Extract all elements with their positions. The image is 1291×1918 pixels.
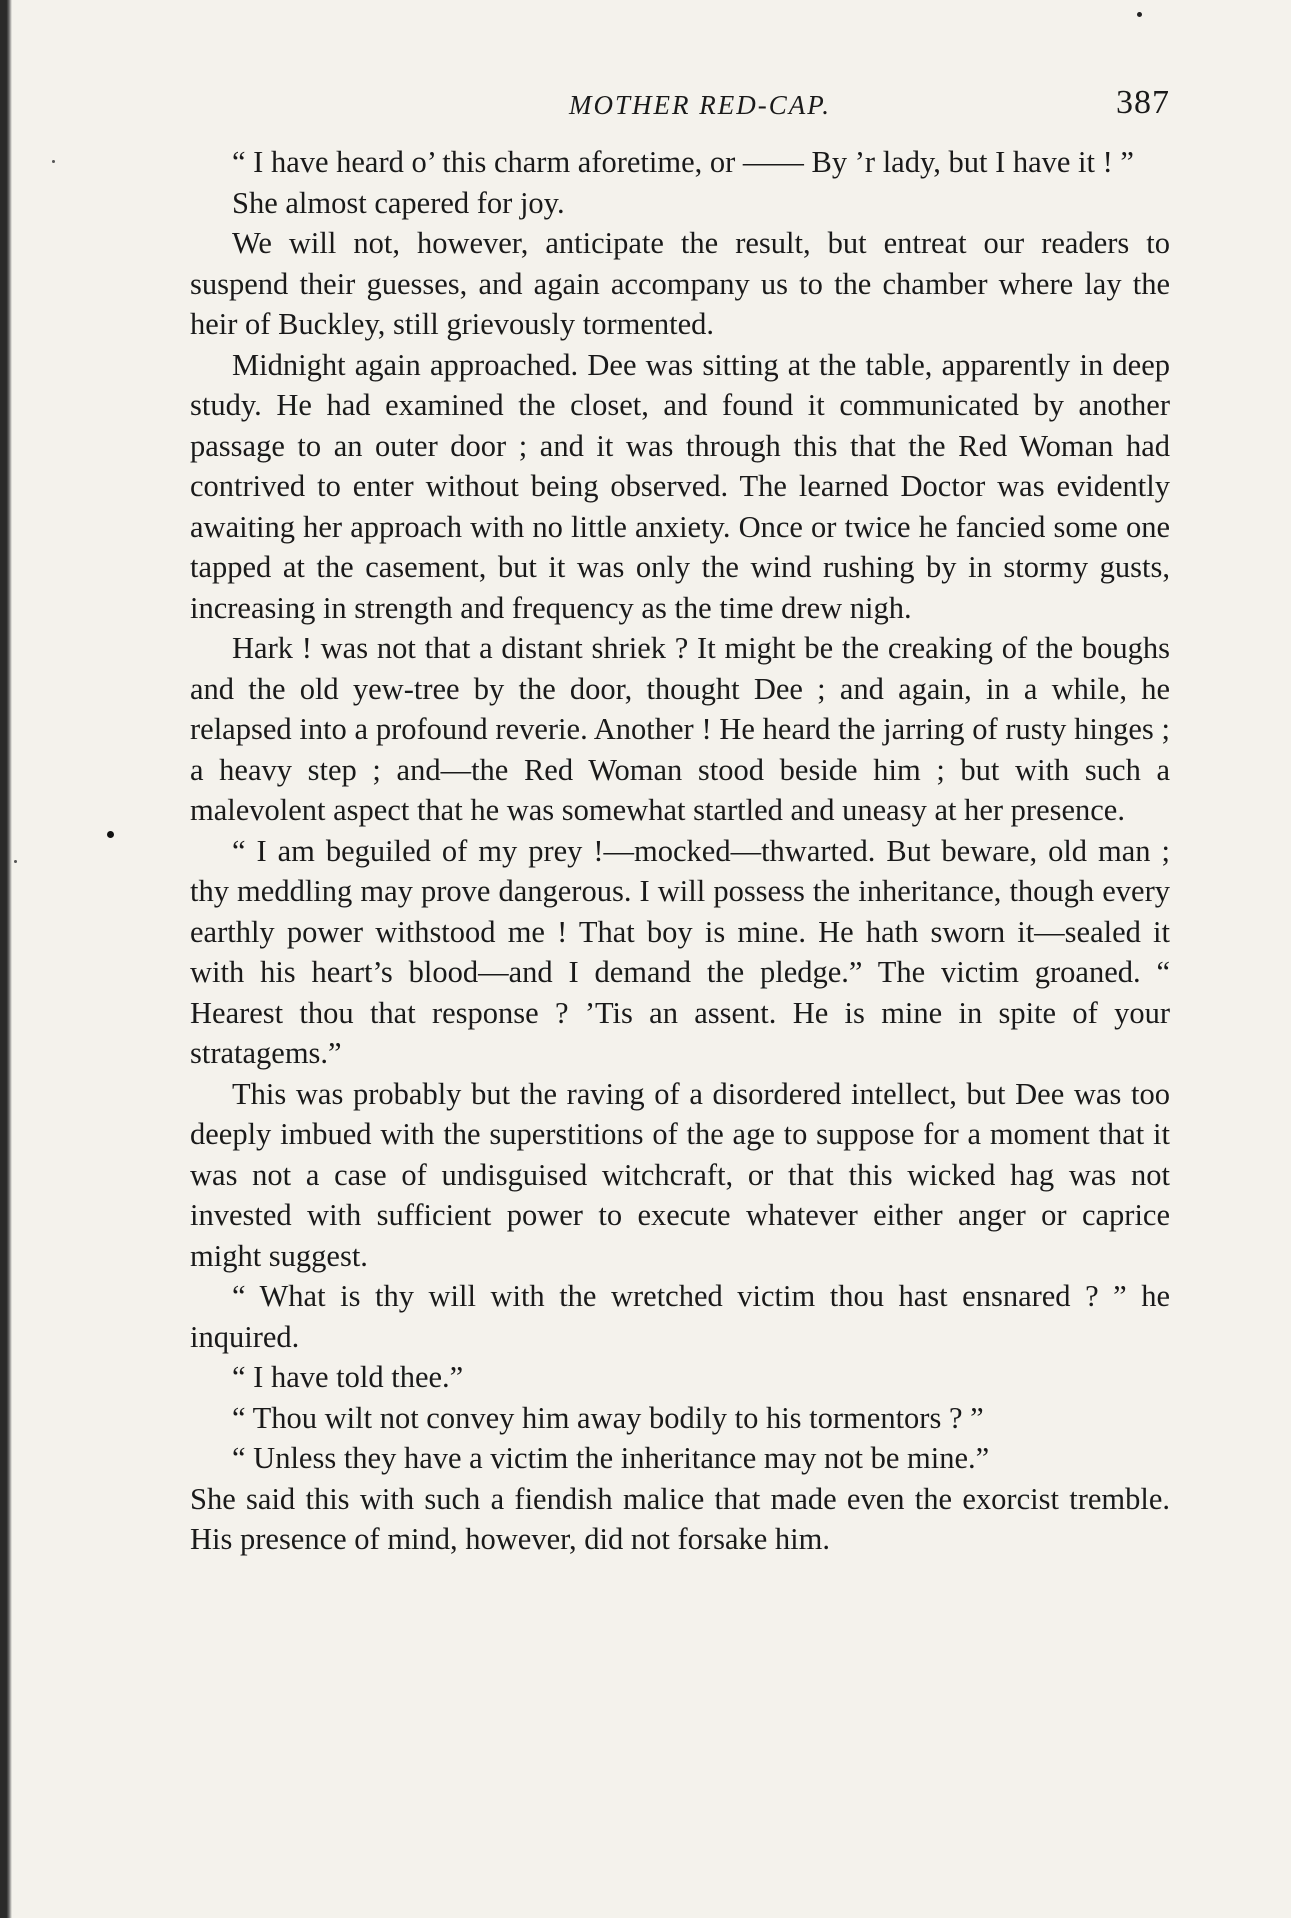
paragraph: Midnight again approached. Dee was sitting at the table, apparently in deep study. He had examined the closet, and found it communicated by another passage to an outer door ; and it was through this that the Red Woman had contrived to enter without being observed. The learned Doctor was evidently awaiting her approach with no little anxiety. Once or twice he fancied some one tapped at the casement, but it was only the wind rushing by in stormy gusts, increasing in strength and frequency as the time drew nigh.: [190, 347, 1170, 625]
paragraph: She said this with such a fiendish malice that made even the exorcist tremble. His presence of mind, however, did not forsake him.: [190, 1481, 1170, 1556]
body-text: [190, 142, 1170, 1560]
paragraph: “ Thou wilt not convey him away bodily to his tormentors ? ”: [232, 1400, 984, 1435]
paragraph: This was probably but the raving of a disordered intellect, but Dee was too deeply imbued with the superstitions of the age to suppose for a moment that it was not a case of undisguised witchcraft, or that this wicked hag was not invested with sufficient power to execute whatever either anger or caprice might suggest.: [190, 1076, 1170, 1273]
book-page: [190, 80, 1170, 1560]
paragraph: “ I have told thee.”: [232, 1360, 464, 1394]
paragraph: She almost capered for joy.: [232, 185, 565, 220]
paragraph: “ What is thy will with the wretched victim thou hast ensnared ? ” he inquired.: [190, 1279, 1170, 1354]
running-title: MOTHER RED-CAP.: [569, 90, 831, 120]
scan-speck: [14, 860, 17, 863]
paragraph: We will not, however, anticipate the result, but entreat our readers to suspend their guesses, and again accompany us to the chamber where lay the heir of Buckley, still grievously tormented.: [190, 226, 1170, 341]
paragraph: Hark ! was not that a distant shriek ? It might be the creaking of the boughs and the old yew-tree by the door, thought Dee ; and again, in a while, he relapsed into a profound reverie. Another ! He heard the jarring of rusty hinges ; a heavy step ; and—the Red Woman stood beside him ; but with such a malevolent aspect that he was somewhat startled and uneasy at her presence.: [190, 631, 1170, 827]
margin-dot: [107, 831, 114, 838]
scan-speck: [1137, 12, 1142, 17]
page-number: 387: [1116, 84, 1170, 121]
scan-speck: [52, 160, 55, 163]
book-binding-edge: [0, 0, 12, 1918]
paragraph: “ Unless they have a victim the inheritance may not be mine.”: [232, 1441, 990, 1475]
paragraph: “ I have heard o’ this charm aforetime, or —— By ’r lady, but I have it ! ”: [232, 145, 1134, 179]
paragraph: “ I am beguiled of my prey !—mocked—thwarted. But beware, old man ; thy meddling may prove dangerous. I will possess the inheritance, though every earthly power withstood me ! That boy is mine. He hath sworn it—sealed it with his heart’s blood—and I demand the pledge.” The victim groaned. “ Hearest thou that response ? ’Tis an assent. He is mine in spite of your stratagems.”: [190, 833, 1170, 1070]
running-head: [190, 80, 1170, 142]
